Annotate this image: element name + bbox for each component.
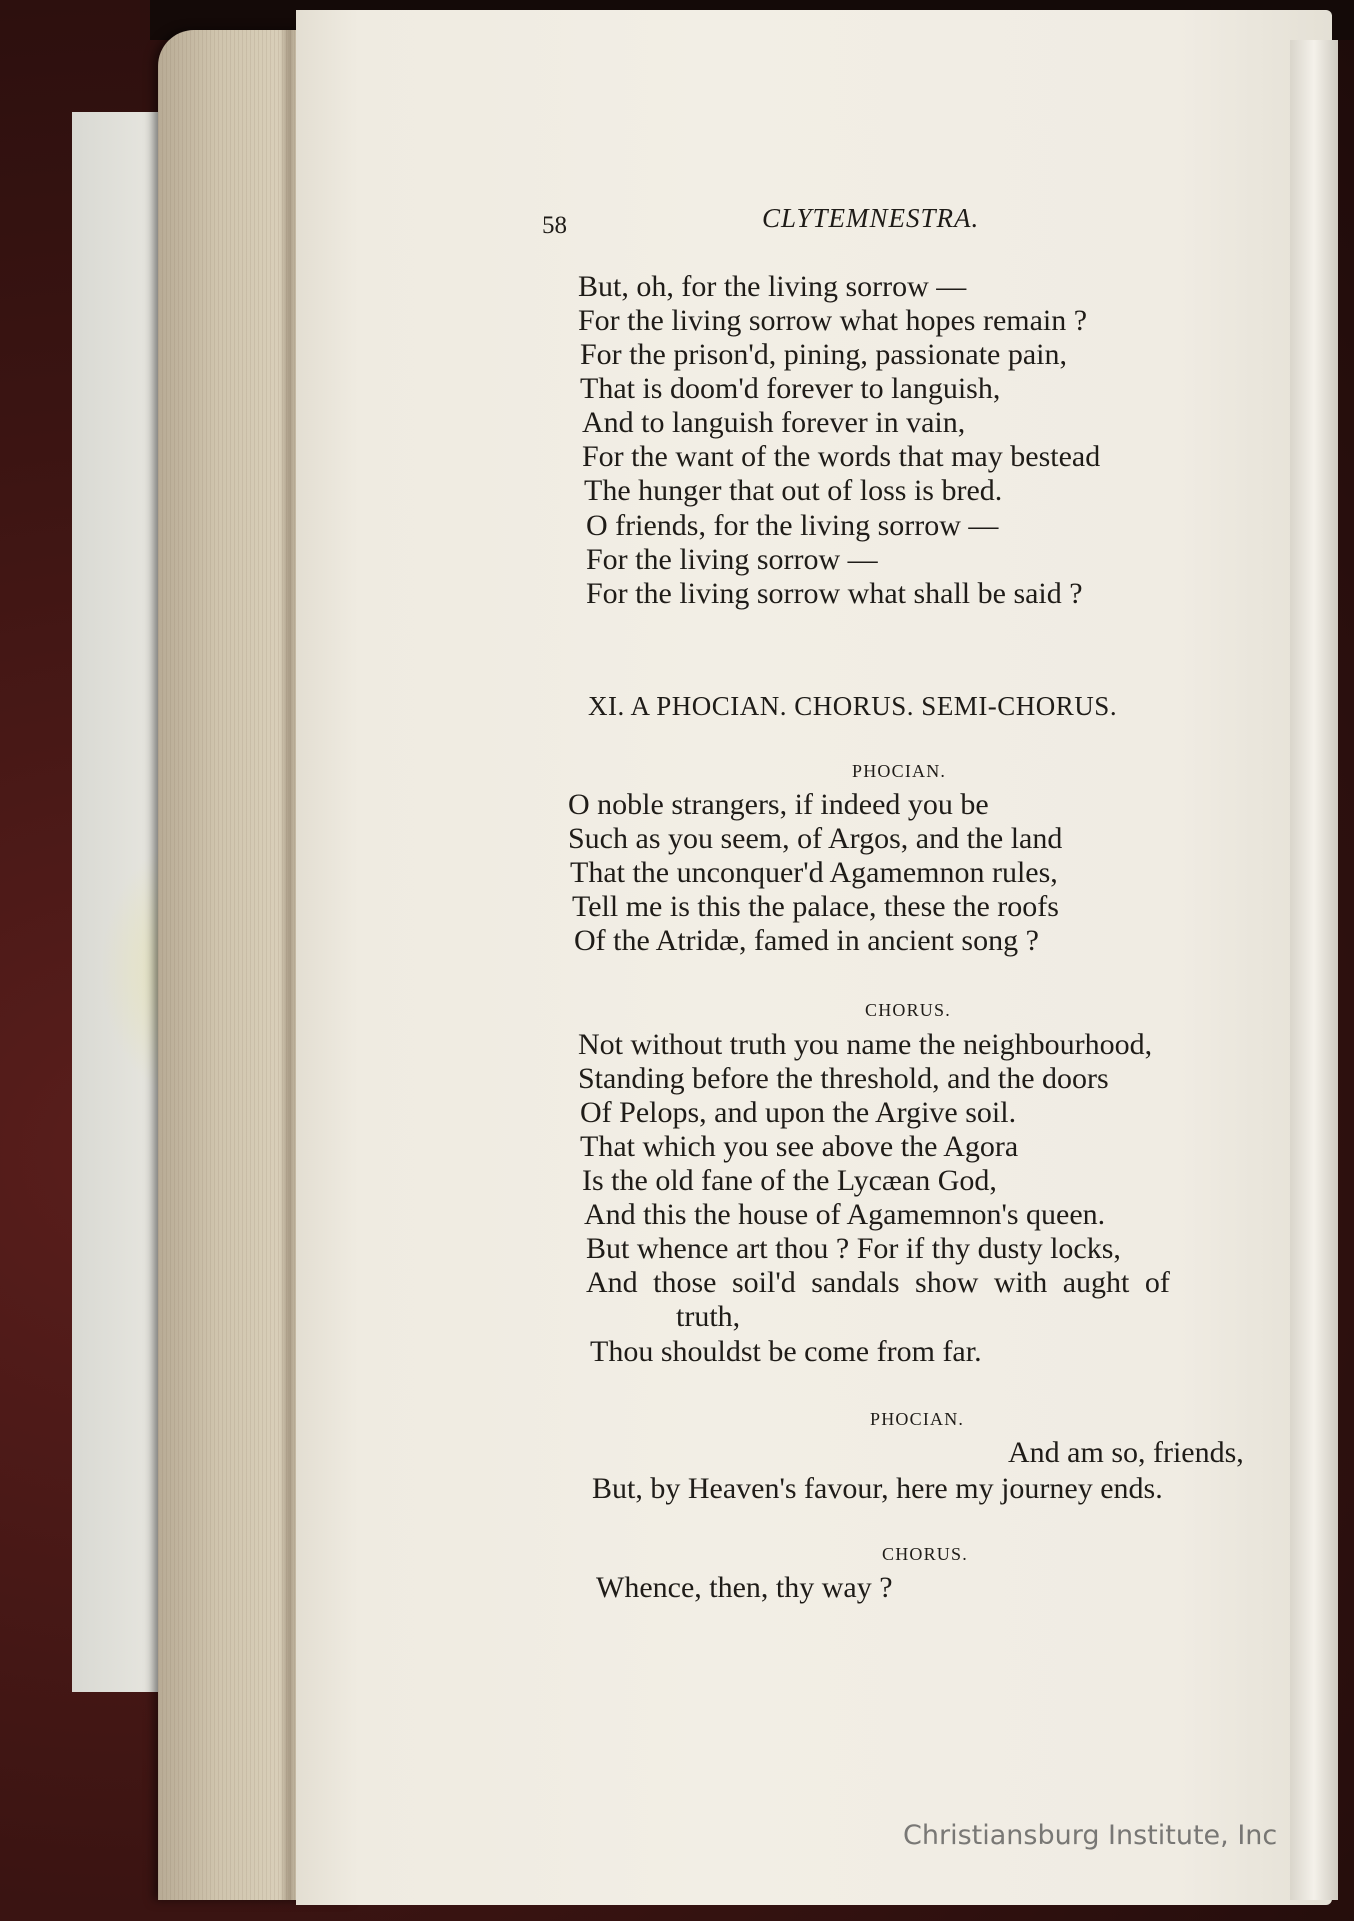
verse-line: For the prison'd, pining, passionate pain, <box>580 338 1068 371</box>
verse-line: For the living sorrow what shall be said ? <box>586 577 1083 610</box>
verse-line: The hunger that out of loss is bred. <box>584 474 1003 507</box>
verse-line: Whence, then, thy way ? <box>596 1571 893 1604</box>
running-title: CLYTEMNESTRA. <box>762 203 980 233</box>
verse-line: Is the old fane of the Lycæan God, <box>582 1164 997 1197</box>
verse-line: That the unconquer'd Agamemnon rules, <box>570 856 1058 889</box>
verse-line: Not without truth you name the neighbourhood, <box>578 1028 1153 1061</box>
verse-line: And to languish forever in vain, <box>582 406 966 439</box>
verse-line: Tell me is this the palace, these the roofs <box>572 890 1059 923</box>
verse-line: And this the house of Agamemnon's queen. <box>584 1198 1106 1231</box>
speaker-label: CHORUS. <box>882 1544 968 1564</box>
verse-line: But, oh, for the living sorrow — <box>578 270 967 303</box>
verse-line: But, by Heaven's favour, here my journey ends. <box>592 1472 1163 1505</box>
verse-line: Standing before the threshold, and the doors <box>578 1062 1109 1095</box>
verse-line-continuation: truth, <box>676 1300 741 1333</box>
verse-line: O noble strangers, if indeed you be <box>568 788 989 821</box>
verse-line: For the living sorrow what hopes remain ? <box>578 304 1088 337</box>
verse-line: But whence art thou ? For if thy dusty locks, <box>586 1232 1121 1265</box>
verse-line: For the want of the words that may bestead <box>582 440 1101 473</box>
verse-line: Of the Atridæ, famed in ancient song ? <box>574 924 1039 957</box>
speaker-label: PHOCIAN. <box>870 1409 965 1429</box>
verse-line: And those soil'd sandals show with aught of <box>586 1266 1170 1299</box>
watermark: Christiansburg Institute, Inc <box>903 1820 1278 1851</box>
page-number: 58 <box>542 212 567 239</box>
verse-line: Such as you seem, of Argos, and the land <box>568 822 1063 855</box>
verse-line: That is doom'd forever to languish, <box>580 372 1001 405</box>
page-right-edge <box>1290 40 1338 1900</box>
verse-line: For the living sorrow — <box>586 543 878 576</box>
speaker-label: CHORUS. <box>865 1000 951 1020</box>
section-heading: XI. A PHOCIAN. CHORUS. SEMI-CHORUS. <box>588 691 1118 721</box>
speaker-label: PHOCIAN. <box>852 761 947 781</box>
verse-line: Thou shouldst be come from far. <box>590 1335 982 1368</box>
verse-line: And am so, friends, <box>1008 1436 1244 1469</box>
verse-line: That which you see above the Agora <box>580 1130 1019 1163</box>
verse-line: O friends, for the living sorrow — <box>586 509 999 542</box>
verse-line: Of Pelops, and upon the Argive soil. <box>580 1096 1017 1129</box>
